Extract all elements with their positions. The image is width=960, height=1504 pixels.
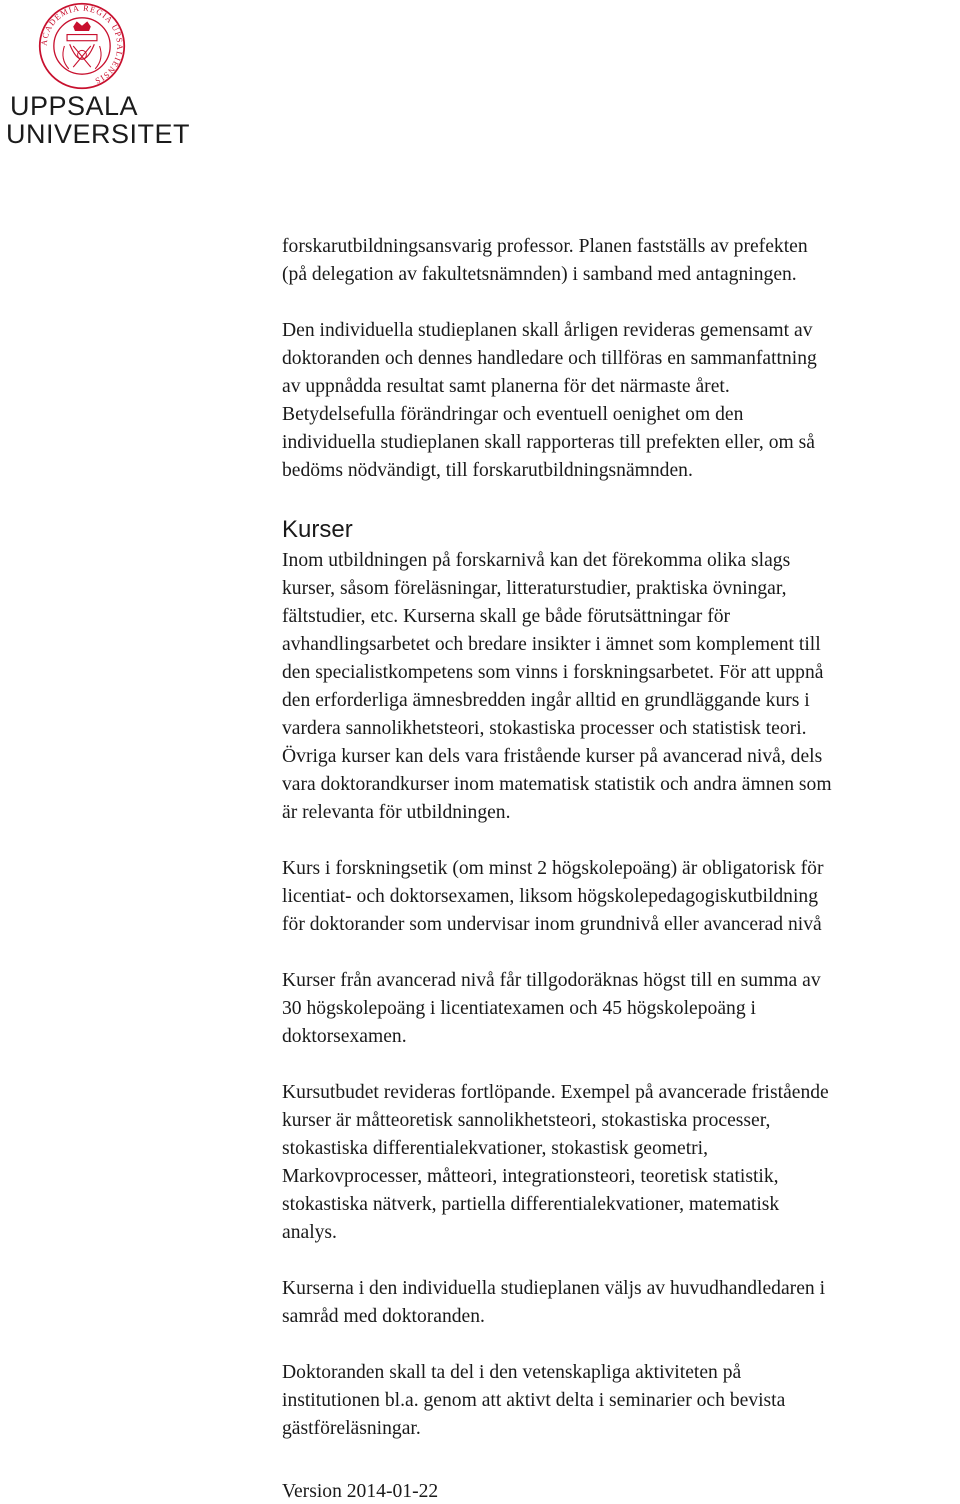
paragraph-credit-transfer: Kurser från avancerad nivå får tillgodoräknas högst till en summa av 30 högskolepoäng i licentiatexamen och 45 högskolepoäng i doktorsexamen. xyxy=(282,970,821,1047)
paragraph-course-examples: Kursutbudet revideras fortlöpande. Exempel på avancerade fristående kurser är måtteoretisk sannolikhetsteori, stokastiska processer, stokastiska differentialekvationer, stokastisk geometri, Markovprocesser, måtteori, integrationsteori, teoretisk statistik, stokastiska nätverk, partiella differentialekvationer, matematisk analys. xyxy=(282,1082,829,1243)
university-logo xyxy=(0,0,191,160)
version-footer: Version 2014-01-22 xyxy=(282,1481,439,1502)
paragraph-scientific-activity: Doktoranden skall ta del i den vetenskapliga aktiviteten på institutionen bl.a. genom att aktivt delta i seminarier och bevista gästföreläsningar. xyxy=(282,1362,786,1439)
paragraph-plan-approval: forskarutbildningsansvarig professor. Planen fastställs av prefekten (på delegation av fakultetsnämnden) i samband med antagningen. xyxy=(282,236,808,285)
paragraph-research-ethics: Kurs i forskningsetik (om minst 2 högskolepoäng) är obligatorisk för licentiat- och doktorsexamen, liksom högskolepedagogiskutbildning för doktorander som undervisar inom grundnivå eller avancerad nivå xyxy=(282,858,824,935)
document-body xyxy=(282,233,957,1443)
paragraph-courses-intro: Inom utbildningen på forskarnivå kan det förekomma olika slags kurser, såsom föreläsningar, litteraturstudier, praktiska övningar, fältstudier, etc. Kurserna skall ge både förutsättningar för avhandlingsarbetet och bredare insikter i ämnet som komplement till den specialistkompetens som vinns i forskningsarbetet. För att uppnå den erforderliga ämnesbredden ingår alltid en grundläggande kurs i vardera sannolikhetsteori, stokastiska processer och statistisk teori. Övriga kurser kan dels vara fristående kurser på avancerad nivå, dels vara doktorandkurser inom matematisk statistik och andra ämnen som är relevanta för utbildningen. xyxy=(282,550,832,823)
paragraph-course-selection: Kurserna i den individuella studieplanen väljs av huvudhandledaren i samråd med doktoranden. xyxy=(282,1278,826,1327)
university-seal-icon xyxy=(38,2,126,90)
logo-line-universitet: UNIVERSITET xyxy=(6,119,191,149)
logo-line-uppsala: UPPSALA xyxy=(10,91,139,121)
section-heading-kurser: Kurser xyxy=(282,516,353,543)
svg-text:ACADEMIA REGIA UPSALIENSIS: ACADEMIA REGIA UPSALIENSIS xyxy=(39,3,125,86)
paragraph-study-plan-revision: Den individuella studieplanen skall årligen revideras gemensamt av doktoranden och dennes handledare och tillföras en sammanfattning av uppnådda resultat samt planerna för det närmaste året. Betydelsefulla förändringar och eventuell oenighet om den individuella studieplanen skall rapporteras till prefekten eller, om så bedöms nödvändigt, till forskarutbildningsnämnden. xyxy=(282,320,817,481)
university-wordmark xyxy=(6,91,191,149)
